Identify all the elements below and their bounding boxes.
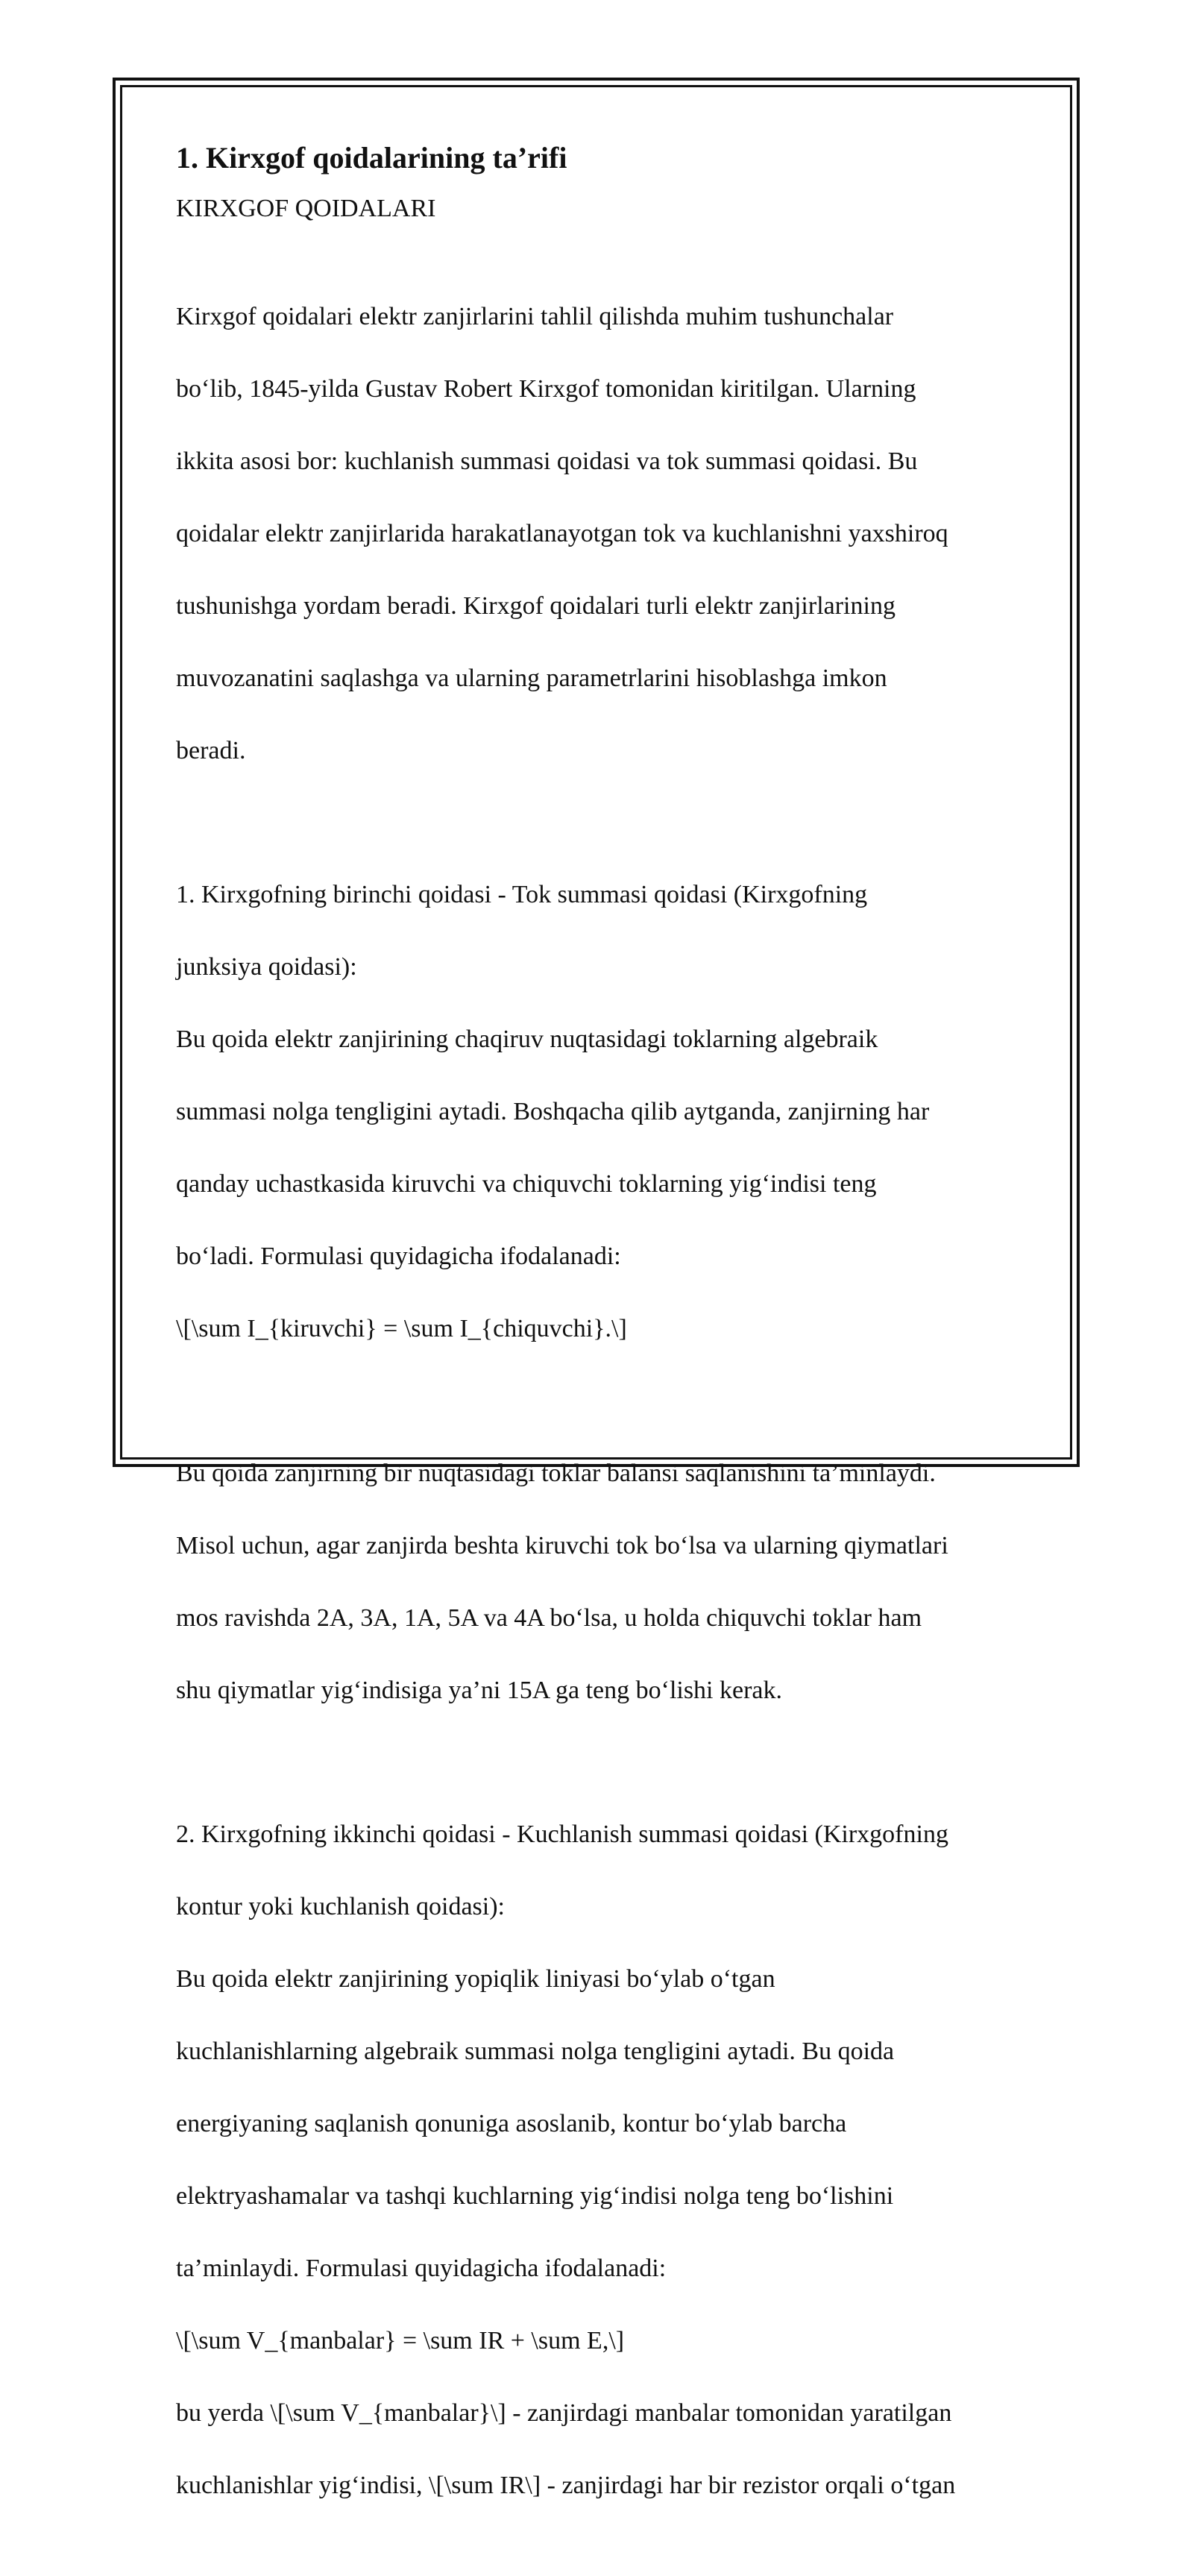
- text-line: bo‘ladi. Formulasi quyidagicha ifodalanadi:: [176, 1243, 621, 1270]
- text-line: ta’minlaydi. Formulasi quyidagicha ifodalanadi:: [176, 2255, 667, 2282]
- text-line: bo‘lib, 1845-yilda Gustav Robert Kirxgof tomonidan kiritilgan. Ularning: [176, 374, 916, 403]
- text-line: bu yerda \[\sum V_{manbalar}\] - zanjirdagi manbalar tomonidan yaratilgan: [176, 2399, 952, 2427]
- text-line: kuchlanishlarning algebraik summasi nolga tengligini aytadi. Bu qoida: [176, 2038, 895, 2065]
- second-rule-paragraph: [176, 1781, 1026, 2541]
- text-line: summasi nolga tengligini aytadi. Boshqacha qilib aytganda, zanjirning har: [176, 1098, 930, 1125]
- text-line: kuchlanishlar yig‘indisi, \[\sum IR\] - zanjirdagi har bir rezistor orqali o‘tgan: [176, 2472, 956, 2499]
- text-line: Bu qoida elektr zanjirining chaqiruv nuqtasidagi toklarning algebraik: [176, 1025, 878, 1053]
- text-line: beradi.: [176, 736, 246, 764]
- text-line: 2. Kirxgofning ikkinchi qoidasi - Kuchlanish summasi qoidasi (Kirxgofning: [176, 1821, 948, 1848]
- text-line: mos ravishda 2A, 3A, 1A, 5A va 4A bo‘lsa, u holda chiquvchi toklar ham: [176, 1603, 922, 1632]
- intro-paragraph: [176, 263, 1026, 805]
- text-line: shu qiymatlar yig‘indisiga ya’ni 15A ga teng bo‘lishi kerak.: [176, 1676, 783, 1704]
- text-line: junksiya qoidasi):: [176, 953, 357, 981]
- text-line: qanday uchastkasida kiruvchi va chiquvchi toklarning yig‘indisi teng: [176, 1170, 877, 1198]
- text-line: Misol uchun, agar zanjirda beshta kiruvchi tok bo‘lsa va ularning qiymatlari: [176, 1531, 948, 1559]
- text-line: tushunishga yordam beradi. Kirxgof qoidalari turli elektr zanjirlarining: [176, 591, 895, 620]
- text-line: 1. Kirxgofning birinchi qoidasi - Tok summasi qoidasi (Kirxgofning: [176, 881, 868, 908]
- text-line: qoidalar elektr zanjirlarida harakatlanayotgan tok va kuchlanishni yaxshiroq: [176, 519, 948, 547]
- first-rule-paragraph: [176, 841, 1026, 1384]
- document-subtitle: KIRXGOF QOIDALARI: [176, 195, 436, 222]
- document-body: [176, 140, 1026, 2576]
- formula-line: \[\sum I_{kiruvchi} = \sum I_{chiquvchi}.\]: [176, 1315, 627, 1342]
- text-line: Bu qoida elektr zanjirining yopiqlik liniyasi bo‘ylab o‘tgan: [176, 1965, 775, 1993]
- text-line: Kirxgof qoidalari elektr zanjirlarini tahlil qilishda muhim tushunchalar: [176, 302, 894, 330]
- text-line: energiyaning saqlanish qonuniga asoslanib, kontur bo‘ylab barcha: [176, 2110, 847, 2137]
- text-line: ikkita asosi bor: kuchlanish summasi qoidasi va tok summasi qoidasi. Bu: [176, 447, 918, 475]
- text-line: elektryashamalar va tashqi kuchlarning yig‘indisi nolga teng bo‘lishini: [176, 2182, 894, 2210]
- first-rule-example-paragraph: [176, 1419, 1026, 1745]
- formula-line: \[\sum V_{manbalar} = \sum IR + \sum E,\]: [176, 2327, 625, 2354]
- text-line: muvozanatini saqlashga va ularning parametrlarini hisoblashga imkon: [176, 664, 887, 692]
- text-line: Bu qoida zanjirning bir nuqtasidagi toklar balansi saqlanishini ta’minlaydi.: [176, 1459, 936, 1487]
- section-heading: 1. Kirxgof qoidalarining ta’rifi: [176, 141, 567, 175]
- text-line: kontur yoki kuchlanish qoidasi):: [176, 1893, 506, 1920]
